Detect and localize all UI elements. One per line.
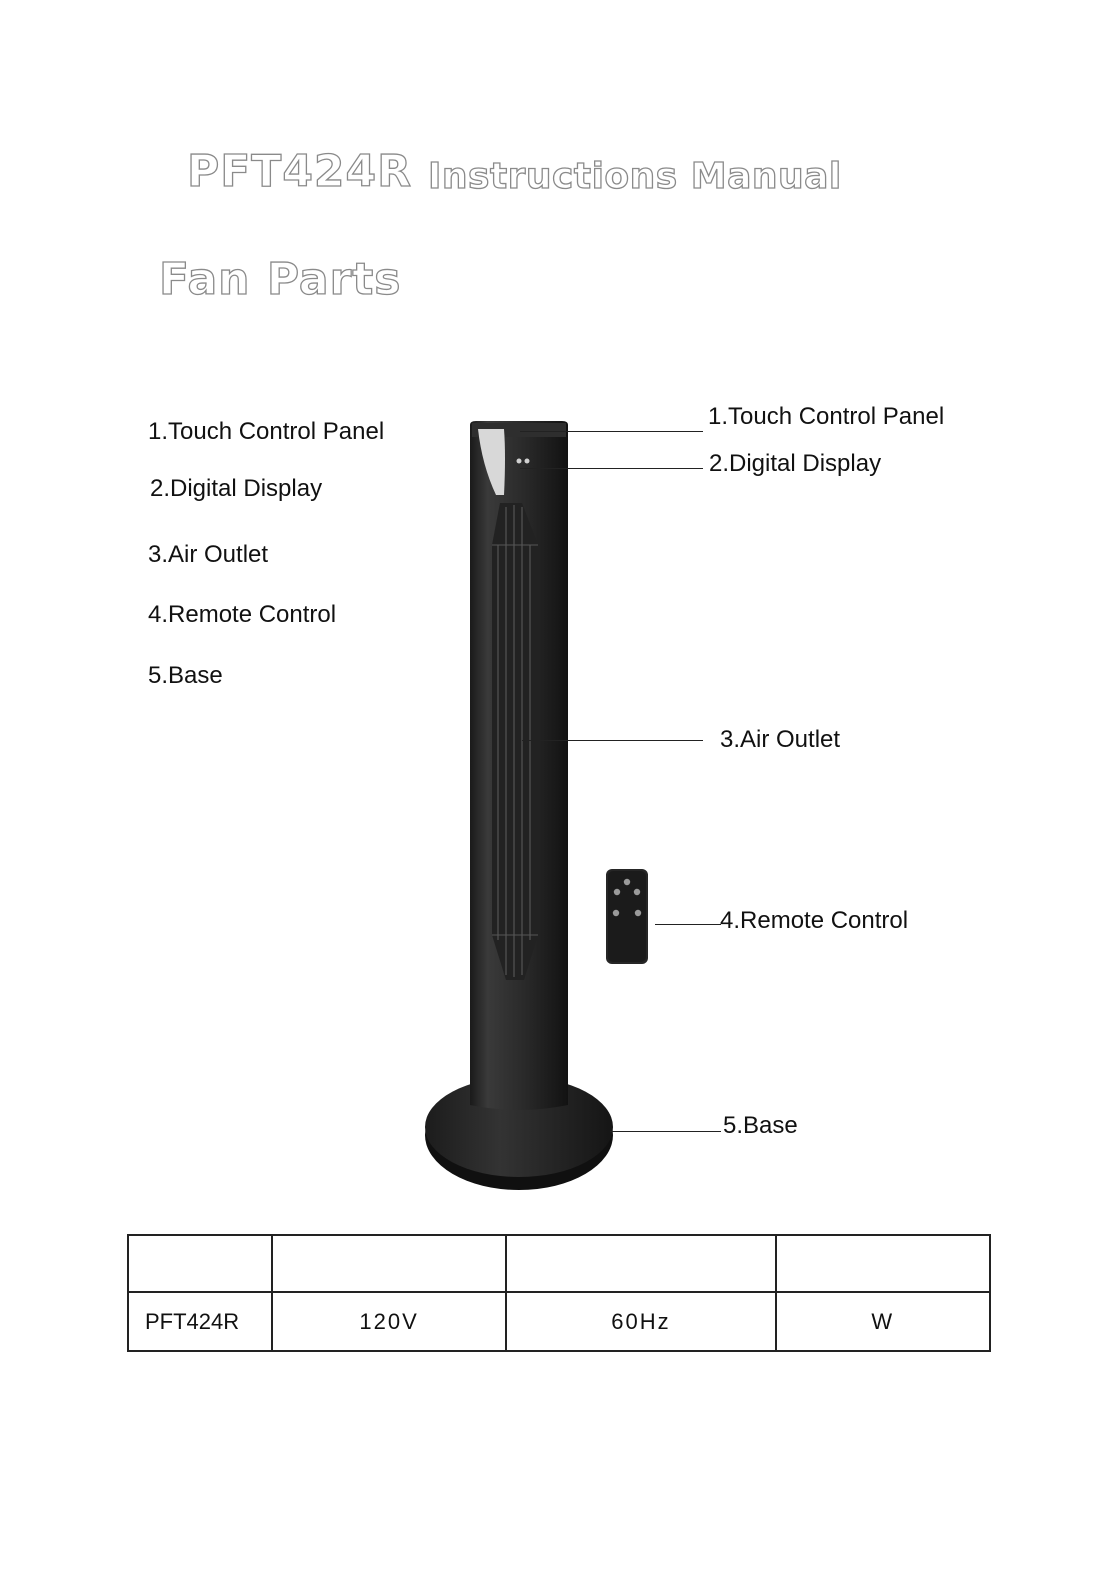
leader-remote-control — [655, 924, 721, 925]
callout-base: 5.Base — [723, 1112, 798, 1139]
table-row — [128, 1292, 990, 1351]
callout-remote-control: 4.Remote Control — [720, 907, 909, 934]
tower-fan-illustration — [420, 415, 660, 1195]
remote-control-illustration — [604, 868, 650, 966]
callout-air-outlet: 3.Air Outlet — [720, 726, 841, 753]
list-item: 1.Touch Control Panel — [148, 418, 385, 445]
callout-touch-control-panel: 1.Touch Control Panel — [708, 403, 945, 430]
list-item: 4.Remote Control — [148, 601, 337, 628]
power-cell: W — [776, 1292, 990, 1351]
leader-touch-control — [520, 431, 703, 432]
spec-table — [127, 1234, 991, 1352]
model-title: PFT424R — [187, 146, 413, 197]
leader-air-outlet — [522, 740, 703, 741]
table-header-row — [128, 1235, 990, 1292]
table-header-cell — [776, 1235, 990, 1292]
leader-base — [610, 1131, 721, 1132]
list-item: 2.Digital Display — [150, 475, 323, 502]
list-item: 5.Base — [148, 662, 223, 689]
fan-tower-body — [470, 421, 568, 1110]
list-item: 3.Air Outlet — [148, 541, 269, 568]
voltage-cell: 120V — [272, 1292, 506, 1351]
table-header-cell — [506, 1235, 775, 1292]
frequency-cell: 60Hz — [506, 1292, 775, 1351]
manual-subtitle: Instructions Manual — [428, 156, 842, 197]
table-header-cell — [128, 1235, 272, 1292]
air-outlet-grille — [492, 503, 538, 980]
section-title: Fan Parts — [159, 254, 402, 305]
model-cell: PFT424R — [128, 1292, 272, 1351]
leader-digital-display — [520, 468, 703, 469]
table-header-cell — [272, 1235, 506, 1292]
callout-digital-display: 2.Digital Display — [709, 450, 882, 477]
